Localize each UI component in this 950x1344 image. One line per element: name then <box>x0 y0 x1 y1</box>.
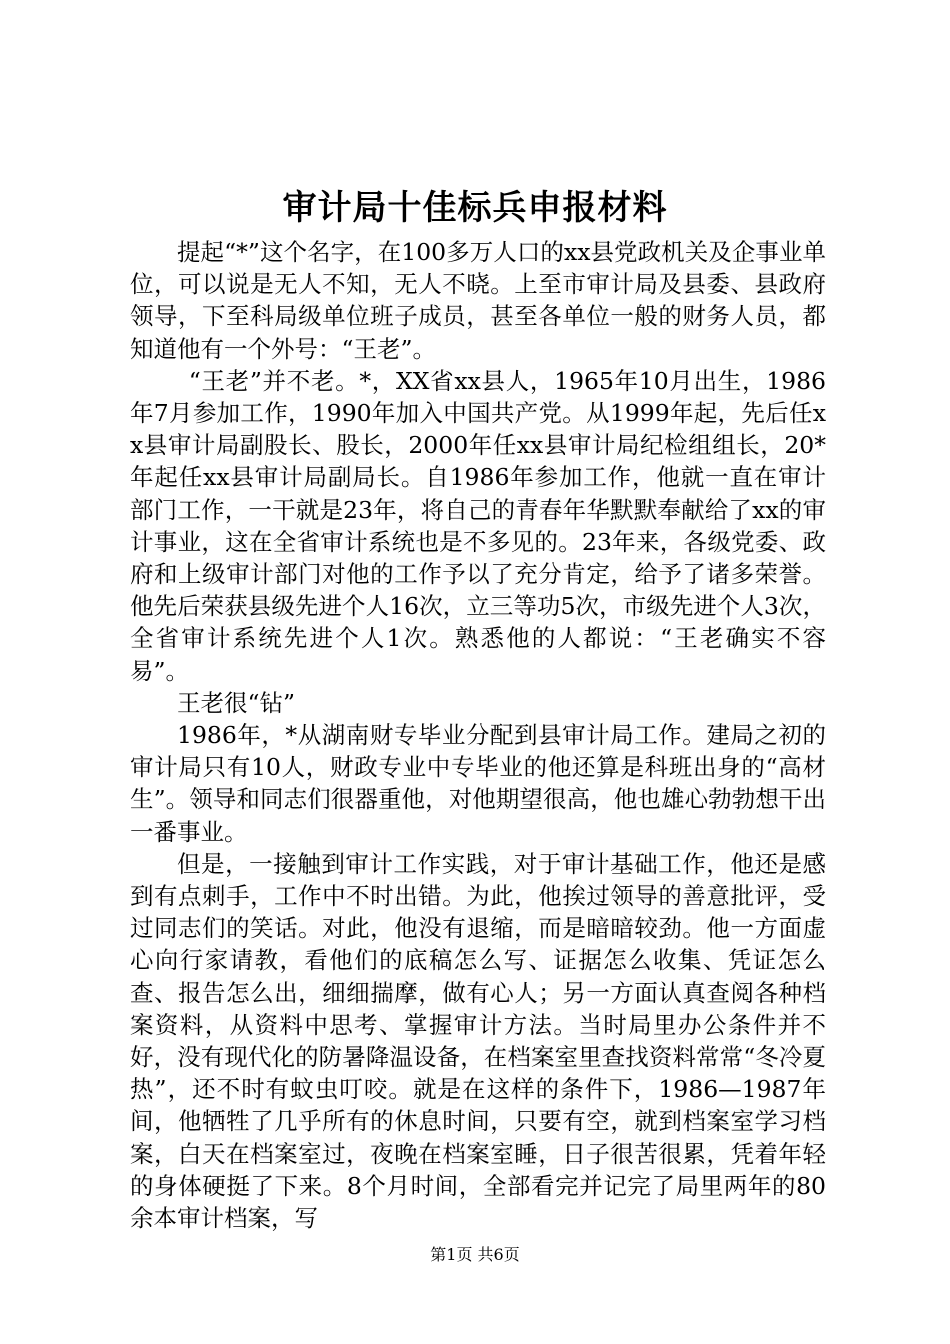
paragraph-study: 但是，一接触到审计工作实践，对于审计基础工作，他还是感到有点刺手，工作中不时出错。为此，他挨过领导的善意批评，受过同志们的笑话。对此，他没有退缩，而是暗暗较劲。他一方面虚心向行家请教，看他们的底稿怎么写、证据怎么收集、凭证怎么查、报告怎么出，细细揣摩，做有心人；另一方面认真查阅各种档案资料，从资料中思考、掌握审计方法。当时局里办公条件并不好，没有现代化的防暑降温设备，在档案室里查找资料常常“冬冷夏热”，还不时有蚊虫叮咬。就是在这样的条件下，1986—1987年间，他牺牲了几乎所有的休息时间，只要有空，就到档案室学习档案，白天在档案室过，夜晚在档案室睡，日子很苦很累，凭着年轻的身体硬挺了下来。8个月时间，全部看完并记完了局里两年的80余本审计档案，写 <box>130 849 826 1233</box>
paragraph-early-career: 1986年，*从湖南财专毕业分配到县审计局工作。建局之初的审计局只有10人，财政专业中专毕业的他还算是科班出身的“高材生”。领导和同志们很器重他，对他期望很高，他也雄心勃勃想干出一番事业。 <box>130 721 826 846</box>
section-heading: 王老很“钻” <box>177 688 296 717</box>
paragraph-intro: 提起“*”这个名字，在100多万人口的xx县党政机关及企事业单位，可以说是无人不知，无人不晓。上至市审计局及县委、县政府领导，下至科局级单位班子成员，甚至各单位一般的财务人员，都知道他有一个外号：“王老”。 <box>130 238 826 363</box>
page-footer: 第1页 共6页 <box>430 1245 520 1264</box>
paragraph-biography: “王老”并不老。*，XX省xx县人，1965年10月出生，1986年7月参加工作，1990年加入中国共产党。从1999年起，先后任xx县审计局副股长、股长，2000年任xx县审计局纪检组组长，20*年起任xx县审计局副局长。自1986年参加工作，他就一直在审计部门工作，一干就是23年，将自己的青春年华默默奉献给了xx的审计事业，这在全省审计系统也是不多见的。23年来，各级党委、政府和上级审计部门对他的工作予以了充分肯定，给予了诸多荣誉。他先后荣获县级先进个人16次，立三等功5次，市级先进个人3次，全省审计系统先进个人1次。熟悉他的人都说：“王老确实不容易”。 <box>130 366 826 685</box>
document-body <box>130 236 826 1234</box>
document-title: 审计局十佳标兵申报材料 <box>282 188 668 228</box>
